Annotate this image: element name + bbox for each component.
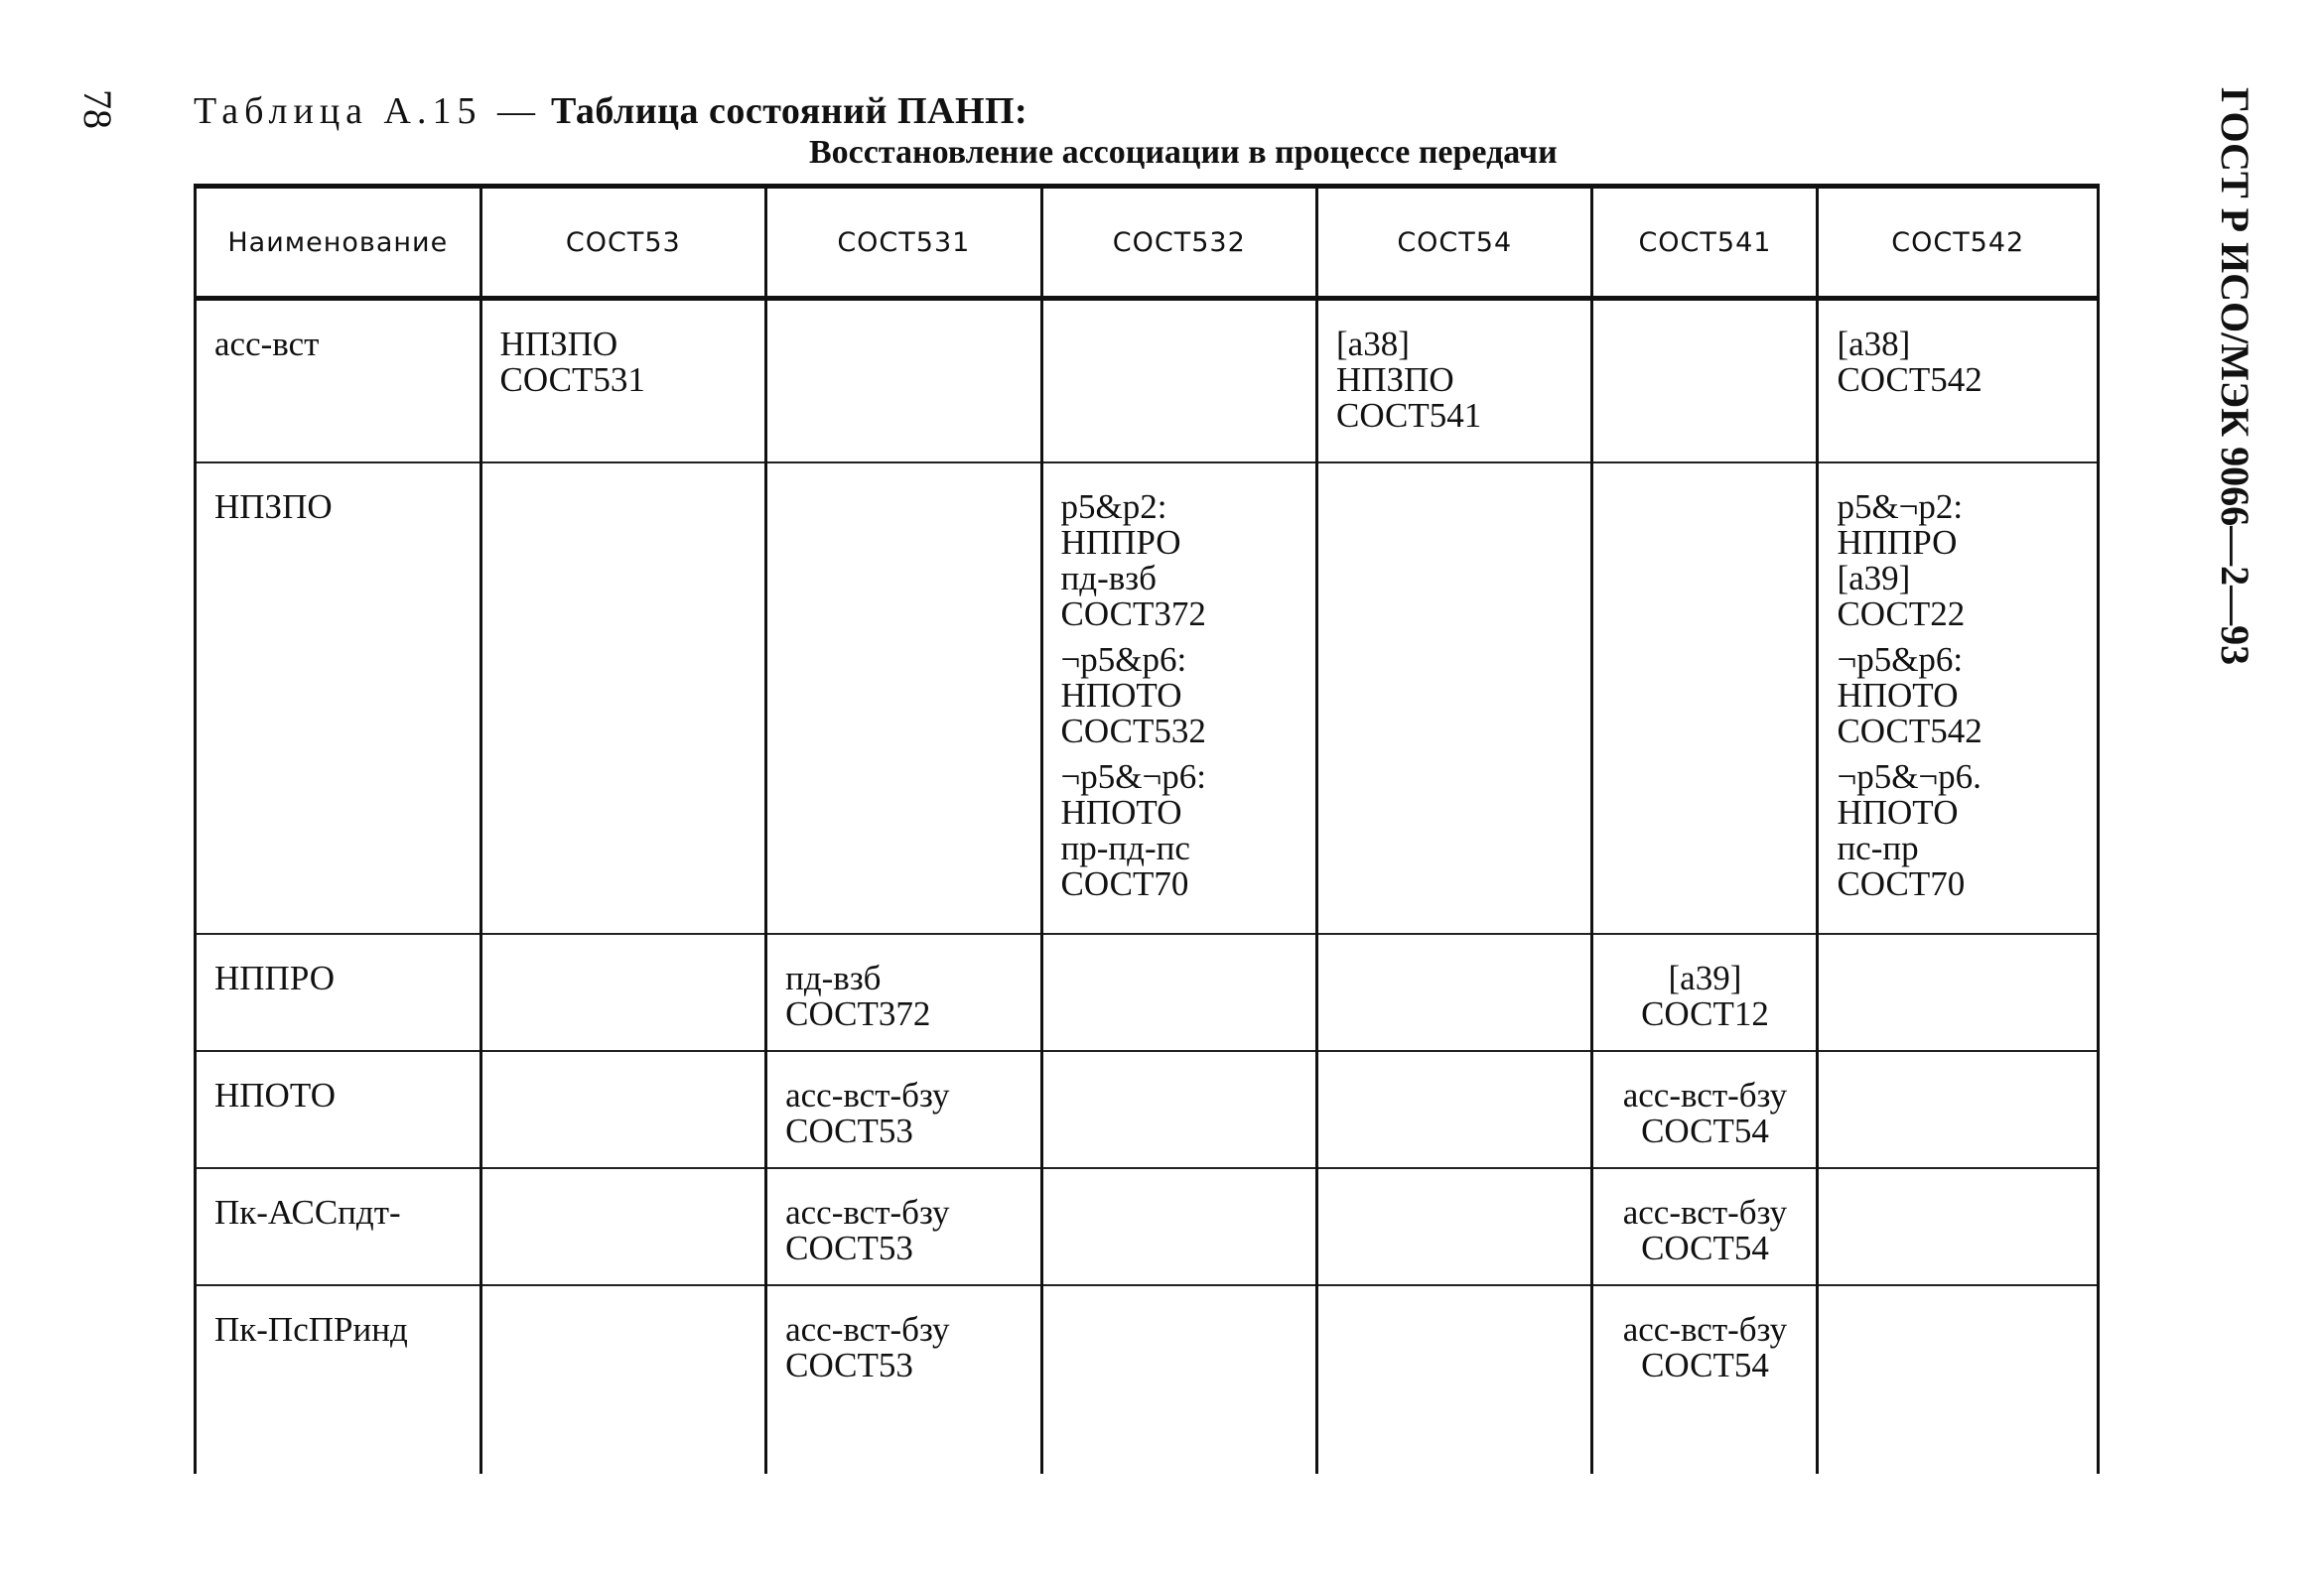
- cell-content: [1061, 935, 1298, 961]
- row-name-cell: [196, 299, 481, 462]
- cell-content: [1336, 1169, 1572, 1195]
- cell-content: [1336, 935, 1572, 961]
- state-cell: [480, 462, 766, 934]
- table-caption: [194, 89, 1027, 133]
- action-group: [500, 327, 748, 398]
- state-cell: [480, 1168, 766, 1285]
- cell-content: [500, 935, 748, 961]
- cell-line: НПЗПО: [499, 325, 618, 363]
- header-row: [196, 187, 2099, 299]
- cell-content: [1061, 1169, 1298, 1195]
- cell-line: пд-взб: [1060, 558, 1157, 597]
- action-group: [1060, 639, 1298, 750]
- action-group: [1837, 756, 2079, 903]
- cell-line: СОСТ53: [785, 1228, 913, 1267]
- cell-line: НПОТО: [1060, 792, 1182, 832]
- column-header: СОСТ54: [1317, 187, 1592, 299]
- state-cell: [480, 299, 766, 462]
- state-cell: [480, 934, 766, 1051]
- cell-line: [а39]: [1668, 958, 1742, 997]
- cell-content: [1611, 301, 1798, 327]
- cell-line: СОСТ531: [499, 360, 645, 399]
- cell-content: [1336, 1286, 1572, 1312]
- action-group: [1611, 1192, 1798, 1267]
- action-group: [1837, 639, 2079, 750]
- state-cell: [1317, 299, 1592, 462]
- cell-content: [1611, 935, 1798, 1032]
- cell-content: [785, 1286, 1022, 1383]
- state-cell: [766, 1168, 1041, 1285]
- state-cell: [1317, 934, 1592, 1051]
- column-header: СОСТ531: [766, 187, 1041, 299]
- row-name-cell: [196, 1168, 481, 1285]
- state-cell: [1818, 1051, 2099, 1168]
- state-cell: [1592, 1051, 1818, 1168]
- state-cell: [766, 299, 1041, 462]
- cell-content: [1837, 1169, 2079, 1195]
- cell-line: р5&¬р2:: [1837, 486, 1964, 526]
- cell-content: [785, 301, 1022, 327]
- action-group: [1611, 958, 1798, 1033]
- cell-content: [1061, 1052, 1298, 1078]
- cell-line: [а39]: [1837, 558, 1911, 597]
- action-group: [785, 958, 1022, 1033]
- cell-line: асс-вст-бзу: [1622, 1192, 1788, 1232]
- row-name: НПЗПО: [214, 486, 333, 526]
- cell-content: [1336, 301, 1572, 434]
- state-cell: [766, 1051, 1041, 1168]
- cell-content: [1837, 463, 2079, 902]
- cell-line: НППРО: [1837, 522, 1958, 562]
- cell-line: НПЗПО: [1336, 360, 1454, 399]
- state-cell: [480, 1051, 766, 1168]
- cell-line: асс-вст-бзу: [1622, 1309, 1788, 1349]
- state-cell: [1818, 1285, 2099, 1474]
- state-cell: [1317, 1168, 1592, 1285]
- cell-line: СОСТ372: [1060, 593, 1206, 633]
- action-group: [1611, 1075, 1798, 1150]
- cell-line: ¬р5&¬р6.: [1837, 756, 1982, 796]
- cell-line: СОСТ70: [1837, 863, 1966, 903]
- table-row: [196, 934, 2099, 1051]
- state-cell: [1818, 1168, 2099, 1285]
- action-group: [1837, 327, 2079, 398]
- cell-line: пс-пр: [1837, 828, 1919, 867]
- cell-line: СОСТ54: [1641, 1228, 1769, 1267]
- cell-content: [1611, 463, 1798, 489]
- state-cell: [1317, 1051, 1592, 1168]
- cell-line: СОСТ542: [1837, 360, 1982, 399]
- column-header: СОСТ53: [480, 187, 766, 299]
- cell-content: [1061, 1286, 1298, 1312]
- action-group: [785, 1309, 1022, 1384]
- state-cell: [1818, 934, 2099, 1051]
- cell-content: [1611, 1052, 1798, 1149]
- cell-line: СОСТ54: [1641, 1111, 1769, 1150]
- cell-line: ¬р5&р6:: [1837, 639, 1964, 679]
- state-cell: [1818, 462, 2099, 934]
- cell-line: СОСТ22: [1837, 593, 1966, 633]
- cell-line: СОСТ54: [1641, 1345, 1769, 1384]
- cell-line: [а38]: [1336, 325, 1410, 363]
- cell-line: ¬р5&р6:: [1060, 639, 1187, 679]
- cell-line: СОСТ12: [1641, 993, 1769, 1033]
- state-cell: [1592, 1285, 1818, 1474]
- column-header: СОСТ542: [1818, 187, 2099, 299]
- state-cell: [1041, 462, 1316, 934]
- cell-line: СОСТ372: [785, 993, 931, 1033]
- cell-content: [1336, 1052, 1572, 1078]
- row-name: Пк-ПсПРинд: [214, 1309, 408, 1349]
- row-name-cell: [196, 1051, 481, 1168]
- caption-title: Таблица состояний ПАНП:: [550, 90, 1028, 132]
- row-name: Пк-АССпдт-: [214, 1192, 401, 1232]
- cell-content: [1837, 935, 2079, 961]
- state-cell: [766, 1285, 1041, 1474]
- cell-line: НПОТО: [1837, 675, 1959, 715]
- cell-content: [1837, 1286, 2079, 1312]
- row-name: НПОТО: [214, 1075, 337, 1115]
- row-name: асс-вст: [214, 325, 320, 363]
- cell-content: [500, 301, 748, 398]
- cell-content: [1061, 463, 1298, 902]
- cell-content: [785, 1169, 1022, 1266]
- cell-content: [1837, 301, 2079, 398]
- state-cell: [1041, 1285, 1316, 1474]
- row-name-cell: [196, 934, 481, 1051]
- state-cell: [1818, 299, 2099, 462]
- cell-content: [1837, 1052, 2079, 1078]
- state-cell: [480, 1285, 766, 1474]
- cell-line: [а38]: [1837, 325, 1911, 363]
- cell-line: СОСТ53: [785, 1345, 913, 1384]
- action-group: [1060, 756, 1298, 903]
- cell-content: [500, 463, 748, 489]
- cell-line: пд-взб: [785, 958, 882, 997]
- cell-line: р5&р2:: [1060, 486, 1167, 526]
- cell-content: [1336, 463, 1572, 489]
- table-row: [196, 1168, 2099, 1285]
- cell-content: [1611, 1286, 1798, 1383]
- table-body: [196, 299, 2099, 1474]
- cell-line: асс-вст-бзу: [1622, 1075, 1788, 1115]
- action-group: [1060, 486, 1298, 633]
- cell-content: [500, 1052, 748, 1078]
- table-row: [196, 1285, 2099, 1474]
- cell-line: СОСТ70: [1060, 863, 1189, 903]
- cell-line: НПОТО: [1837, 792, 1959, 832]
- cell-line: НППРО: [1060, 522, 1181, 562]
- cell-content: [1611, 1169, 1798, 1266]
- state-table: [194, 184, 2100, 1474]
- state-cell: [1317, 1285, 1592, 1474]
- cell-content: [785, 463, 1022, 489]
- cell-line: пр-пд-пс: [1060, 828, 1190, 867]
- state-cell: [1041, 299, 1316, 462]
- state-cell: [1592, 299, 1818, 462]
- cell-line: НПОТО: [1060, 675, 1182, 715]
- state-cell: [766, 934, 1041, 1051]
- cell-line: ¬р5&¬р6:: [1060, 756, 1206, 796]
- state-cell: [1592, 462, 1818, 934]
- state-cell: [1041, 934, 1316, 1051]
- table-row: [196, 299, 2099, 462]
- cell-line: асс-вст-бзу: [785, 1075, 950, 1115]
- cell-line: асс-вст-бзу: [785, 1309, 950, 1349]
- cell-content: [785, 935, 1022, 1032]
- page-number: 78: [75, 89, 120, 129]
- action-group: [1611, 1309, 1798, 1384]
- row-name: НППРО: [214, 958, 335, 997]
- state-cell: [1317, 462, 1592, 934]
- table-row: [196, 462, 2099, 934]
- caption-prefix: Таблица А.15 —: [194, 90, 541, 132]
- state-cell: [766, 462, 1041, 934]
- cell-line: СОСТ542: [1837, 711, 1982, 750]
- cell-content: [1061, 301, 1298, 327]
- state-cell: [1041, 1168, 1316, 1285]
- column-header: СОСТ532: [1041, 187, 1316, 299]
- standard-designation: ГОСТ Р ИСО/МЭК 9066—2—93: [2213, 87, 2257, 666]
- table-row: [196, 1051, 2099, 1168]
- action-group: [785, 1075, 1022, 1150]
- row-name-cell: [196, 462, 481, 934]
- action-group: [1336, 327, 1572, 434]
- cell-line: СОСТ53: [785, 1111, 913, 1150]
- cell-line: СОСТ541: [1336, 396, 1482, 435]
- state-cell: [1592, 1168, 1818, 1285]
- state-cell: [1592, 934, 1818, 1051]
- cell-line: асс-вст-бзу: [785, 1192, 950, 1232]
- row-name-cell: [196, 1285, 481, 1474]
- table-subtitle: Восстановление ассоциации в процессе передачи: [809, 134, 1558, 171]
- cell-line: СОСТ532: [1060, 711, 1206, 750]
- cell-content: [500, 1169, 748, 1195]
- column-header: Наименование: [196, 187, 481, 299]
- action-group: [1837, 486, 2079, 633]
- cell-content: [785, 1052, 1022, 1149]
- column-header: СОСТ541: [1592, 187, 1818, 299]
- cell-content: [500, 1286, 748, 1312]
- state-cell: [1041, 1051, 1316, 1168]
- action-group: [785, 1192, 1022, 1267]
